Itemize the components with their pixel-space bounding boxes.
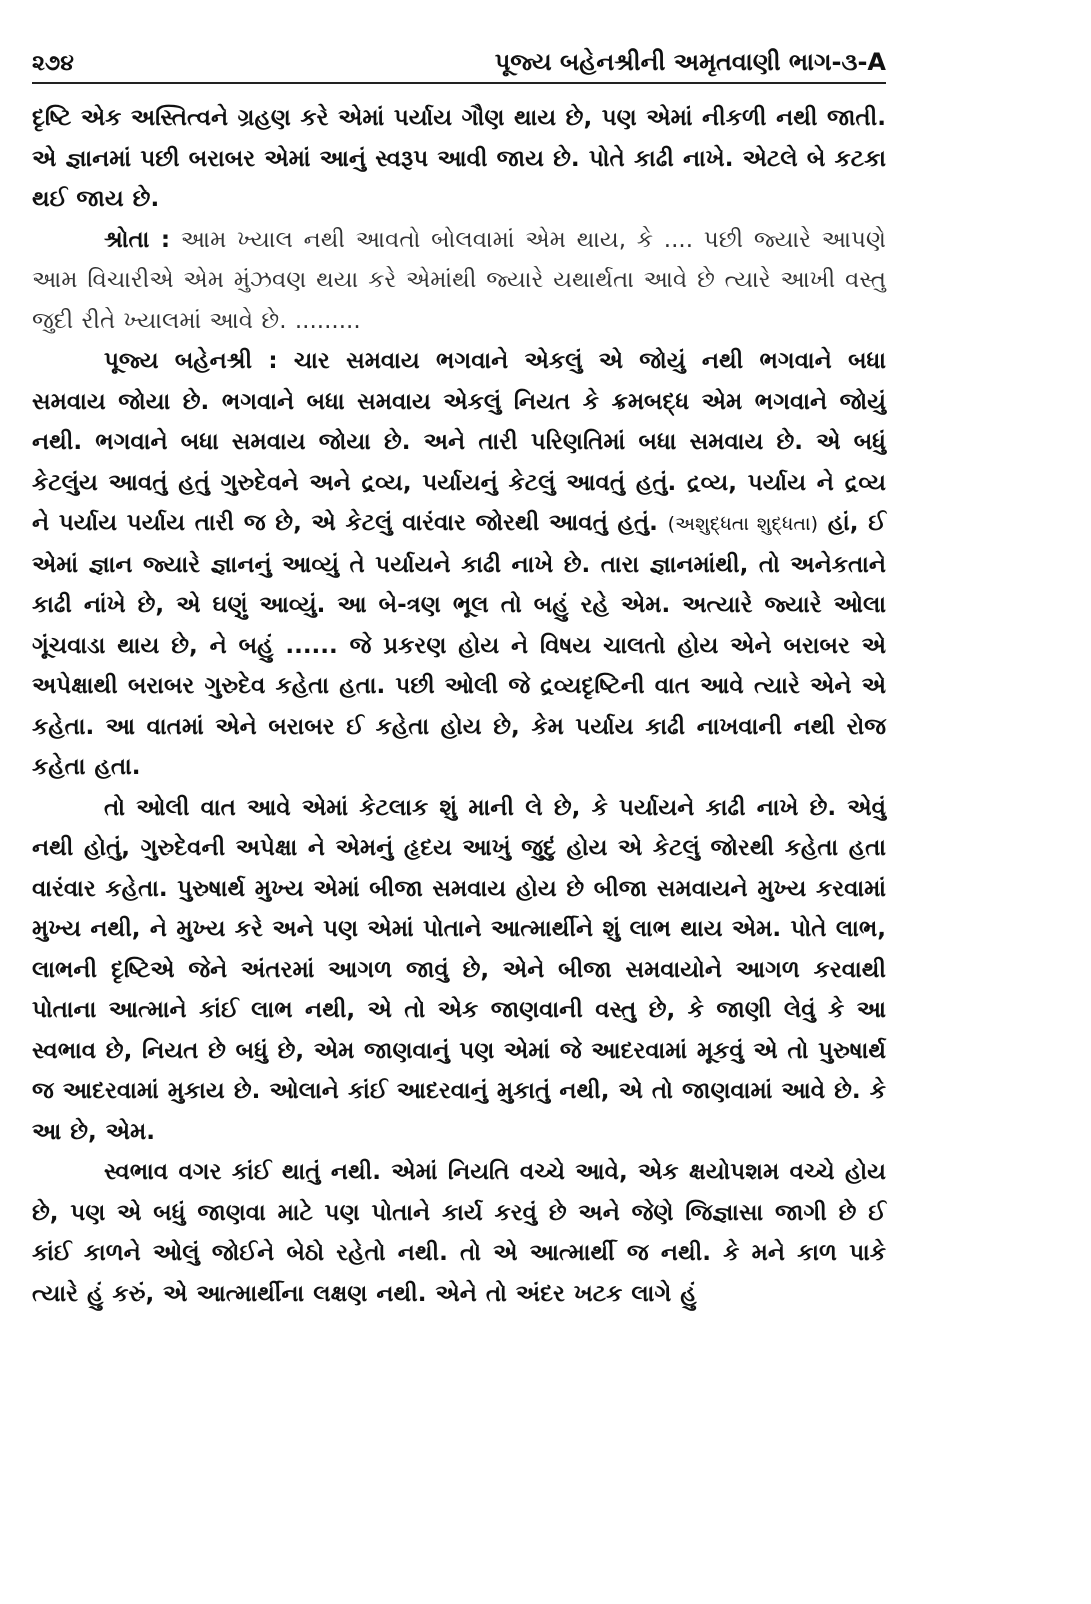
paragraph-3-aside: (અશુદ્ધતા શુદ્ધતા) [667, 513, 819, 535]
paragraph-4: તો ઓલી વાત આવે એમાં કેટલાક શું માની લે છે, કે પર્યાયને કાઢી નાખે છે. એવું નથી હોતું, ગુરુદેવની અપેક્ષા ને એમનું હૃદય આખું જુદું હોય એ કેટલું જોરથી કહેતા હતા વારંવાર કહેતા. પુરુષાર્થ મુખ્ય એમાં બીજા સમવાય હોય છે બીજા સમવાયને મુખ્ય કરવામાં મુખ્ય નથી, ને મુખ્ય કરે અને પણ એમાં પોતાને આત્માર્થીને શું લાભ થાય એમ. પોતે લાભ, લાભની દૃષ્ટિએ જેને અંતરમાં આગળ જાવું છે, એને બીજા સમવાયોને આગળ કરવાથી પોતાના આત્માને કાંઈ લાભ નથી, એ તો એક જાણવાની વસ્તુ છે, કે જાણી લેવું કે આ સ્વભાવ છે, નિયત છે બધું છે, એમ જાણવાનું પણ એમાં જે આદરવામાં મૂકવું એ તો પુરુષાર્થ જ આદરવામાં મુકાય છે. ઓલાને કાંઈ આદરવાનું મુકાતું નથી, એ તો જાણવામાં આવે છે. કે આ છે, એમ. [32, 794, 886, 1145]
paragraph-3-text-b: હાં, ઈ એમાં જ્ઞાન જ્યારે જ્ઞાનનું આવ્યું તે પર્યાયને કાઢી નાખે છે. તારા જ્ઞાનમાંથી, તો અનેકતાને કાઢી નાંખે છે, એ ઘણું આવ્યું. આ બે-ત્રણ ભૂલ તો બહું રહે એમ. અત્યારે જ્યારે ઓલા ગૂંચવાડા થાય છે, ને બહું ...... જે પ્રકરણ હોય ને વિષય ચાલતો હોય એને બરાબર એ અપેક્ષાથી બરાબર ગુરુદેવ કહેતા હતા. પછી ઓલી જે દ્રવ્યદૃષ્ટિની વાત આવે ત્યારે એને એ કહેતા. આ વાતમાં એને બરાબર ઈ કહેતા હોય છે, કેમ પર્યાય કાઢી નાખવાની નથી રોજ કહેતા હતા. [32, 510, 886, 780]
running-title: પૂજ્ય બહેનશ્રીની અમૃતવાણી ભાગ-૩-A [494, 48, 886, 76]
paragraph-3-text-a: ચાર સમવાય ભગવાને એકલું એ જોયું નથી ભગવાને બધા સમવાય જોયા છે. ભગવાને બધા સમવાય એકલું નિયત કે ક્રમબદ્ધ એમ ભગવાને જોયું નથી. ભગવાને બધા સમવાય જોયા છે. અને તારી પરિણતિમાં બધા સમવાય છે. એ બધું કેટલુંય આવતું હતું ગુરુદેવને અને દ્રવ્ય, પર્યાયનું કેટલું આવતું હતું. દ્રવ્ય, પર્યાય ને દ્રવ્ય ને પર્યાય પર્યાય તારી જ છે, એ કેટલું વારંવાર જોરથી આવતું હતું. [32, 348, 886, 536]
page-body [32, 98, 886, 1314]
paragraph-1: દૃષ્ટિ એક અસ્તિત્વને ગ્રહણ કરે એમાં પર્યાય ગૌણ થાય છે, પણ એમાં નીકળી નથી જાતી. એ જ્ઞાનમાં પછી બરાબર એમાં આનું સ્વરૂપ આવી જાય છે. પોતે કાઢી નાખે. એટલે બે કટકા થઈ જાય છે. [32, 105, 886, 212]
page-header [32, 42, 886, 84]
page-number: ૨૭૪ [32, 51, 74, 76]
paragraph-2-text: આમ ખ્યાલ નથી આવતો બોલવામાં એમ થાય, કે .... પછી જ્યારે આપણે આમ વિચારીએ એમ મુંઝવણ થયા કરે એમાંથી જ્યારે યથાર્થતા આવે છે ત્યારે આખી વસ્તુ જુદી રીતે ખ્યાલમાં આવે છે. ......... [32, 226, 886, 334]
paragraph-5: સ્વભાવ વગર કાંઈ થાતું નથી. એમાં નિયતિ વચ્ચે આવે, એક ક્ષયોપશમ વચ્ચે હોય છે, પણ એ બધું જાણવા માટે પણ પોતાને કાર્ય કરવું છે અને જેણે જિજ્ઞાસા જાગી છે ઈ કાંઈ કાળને ઓલું જોઈને બેઠો રહેતો નથી. તો એ આત્માર્થી જ નથી. કે મને કાળ પાકે ત્યારે હું કરું, એ આત્માર્થીના લક્ષણ નથી. એને તો અંદર ખટક લાગે હું [32, 1159, 886, 1307]
speaker-label: શ્રોતા : [104, 226, 171, 253]
speaker-label: પૂજ્ય બહેનશ્રી : [104, 348, 278, 374]
paragraph-3 [32, 341, 886, 788]
book-page [32, 42, 886, 1314]
paragraph-2 [32, 220, 886, 342]
